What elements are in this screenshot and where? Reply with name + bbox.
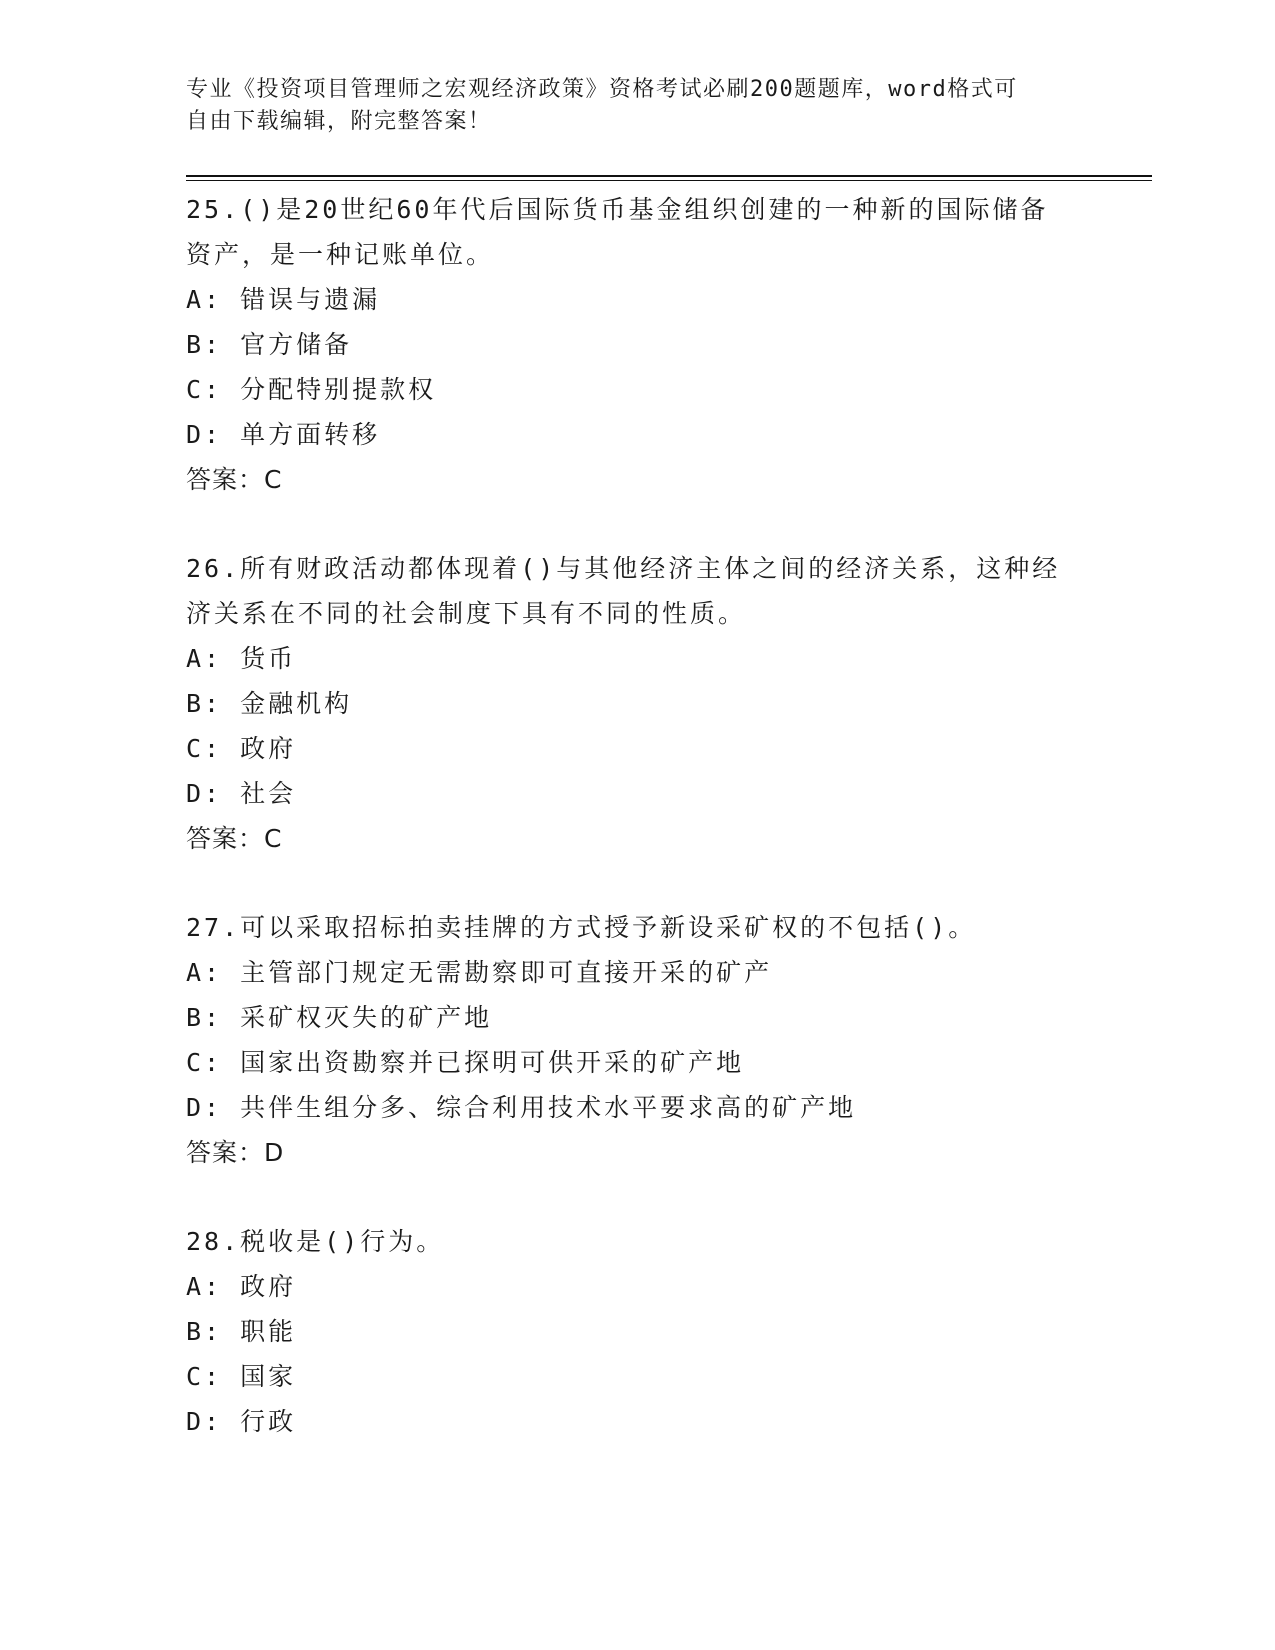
document-header bbox=[186, 74, 1066, 138]
question-26 bbox=[186, 546, 1086, 861]
option-d: D: 行政 bbox=[186, 1407, 297, 1436]
question-text-continued: 资产，是一种记账单位。 bbox=[186, 240, 495, 269]
answer: 答案：C bbox=[186, 824, 283, 853]
answer: 答案：C bbox=[186, 465, 283, 494]
option-c: C: 政府 bbox=[186, 734, 297, 763]
option-c: C: 国家出资勘察并已探明可供开采的矿产地 bbox=[186, 1048, 745, 1077]
option-a: A: 主管部门规定无需勘察即可直接开采的矿产 bbox=[186, 958, 773, 987]
option-b: B: 官方储备 bbox=[186, 330, 353, 359]
option-a: A: 政府 bbox=[186, 1272, 297, 1301]
question-27 bbox=[186, 905, 1086, 1175]
option-c: C: 国家 bbox=[186, 1362, 297, 1391]
question-text: 25.()是20世纪60年代后国际货币基金组织创建的一种新的国际储备 bbox=[186, 195, 1049, 224]
option-c: C: 分配特别提款权 bbox=[186, 375, 437, 404]
option-a: A: 错误与遗漏 bbox=[186, 285, 381, 314]
option-b: B: 金融机构 bbox=[186, 689, 353, 718]
question-25 bbox=[186, 187, 1086, 502]
option-d: D: 社会 bbox=[186, 779, 297, 808]
option-d: D: 共伴生组分多、综合利用技术水平要求高的矿产地 bbox=[186, 1093, 857, 1122]
question-text: 28.税收是()行为。 bbox=[186, 1227, 445, 1256]
option-a: A: 货币 bbox=[186, 644, 297, 673]
header-line-2: 自由下载编辑，附完整答案！ bbox=[186, 109, 492, 134]
question-text: 26.所有财政活动都体现着()与其他经济主体之间的经济关系，这种经 bbox=[186, 554, 1061, 583]
question-28 bbox=[186, 1219, 1086, 1444]
option-b: B: 采矿权灭失的矿产地 bbox=[186, 1003, 493, 1032]
header-divider-thin bbox=[186, 180, 1152, 181]
question-text: 27.可以采取招标拍卖挂牌的方式授予新设采矿权的不包括()。 bbox=[186, 913, 977, 942]
header-divider-thick bbox=[186, 175, 1152, 177]
question-list bbox=[186, 187, 1086, 1444]
option-b: B: 职能 bbox=[186, 1317, 297, 1346]
header-line-1: 专业《投资项目管理师之宏观经济政策》资格考试必刷200题题库，word格式可 bbox=[186, 77, 1018, 102]
question-text-continued: 济关系在不同的社会制度下具有不同的性质。 bbox=[186, 599, 747, 628]
option-d: D: 单方面转移 bbox=[186, 420, 381, 449]
answer: 答案：D bbox=[186, 1138, 285, 1167]
